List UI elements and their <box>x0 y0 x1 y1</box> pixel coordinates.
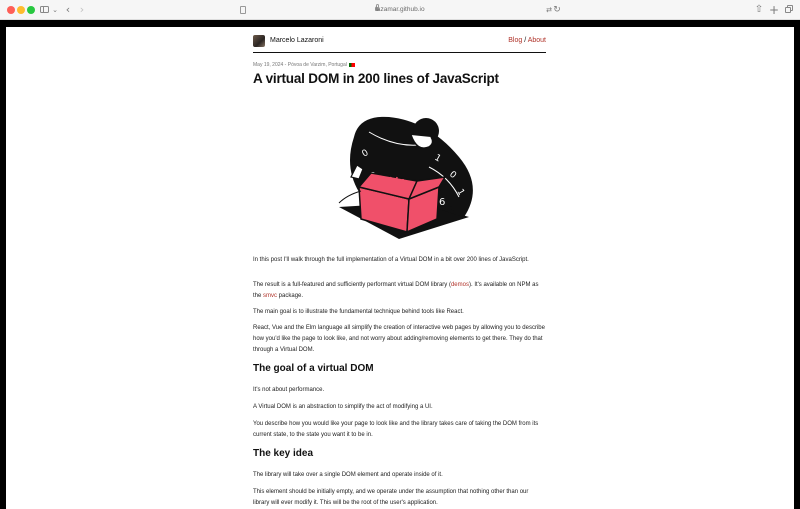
svg-text:0: 0 <box>447 169 458 181</box>
chevron-down-icon[interactable]: ⌄ <box>52 6 58 14</box>
svg-text:0: 0 <box>360 148 371 160</box>
goal-paragraph-1: It's not about performance. <box>253 387 325 393</box>
key-paragraph-2: This element should be initially empty, and we operate under the assumption that nothing other than our library will ever modify it. This will be the root of the user's application. <box>253 489 529 506</box>
plus-icon[interactable]: + <box>769 3 780 17</box>
translate-icon[interactable]: ⇄ <box>546 6 552 14</box>
intro-paragraph-3: The main goal is to illustrate the fundamental technique behind tools like React. <box>253 309 464 315</box>
window-frame-edge <box>794 27 800 509</box>
intro-paragraph-1: In this post I'll walk through the full implementation of a Virtual DOM in a bit over 200 lines of JavaScript. <box>253 257 529 263</box>
post-date-location: May 19, 2024 - Póvoa de Varzim, Portugal <box>253 62 347 68</box>
intro-2-text-a: The result is a full-featured and sufficiently performant virtual DOM library ( <box>253 282 451 288</box>
sidebar-icon[interactable] <box>40 3 50 17</box>
avatar[interactable] <box>253 35 265 47</box>
zoom-window-button[interactable] <box>27 6 35 14</box>
heading-key-idea: The key idea <box>253 448 314 459</box>
page-icon[interactable] <box>239 3 247 17</box>
minimize-window-button[interactable] <box>17 6 25 14</box>
nav-blog-link[interactable]: Blog <box>508 37 523 44</box>
post-illustration <box>299 107 489 242</box>
site-nav <box>508 37 546 44</box>
reload-icon[interactable]: ↻ <box>553 5 561 15</box>
chevron-right-icon[interactable]: › <box>79 3 85 16</box>
post-title: A virtual DOM in 200 lines of JavaScript <box>253 71 499 86</box>
svg-text:1: 1 <box>454 187 466 198</box>
close-window-button[interactable] <box>7 6 15 14</box>
post-meta <box>253 62 546 68</box>
intro-paragraph-4: React, Vue and the Elm language all simplify the creation of interactive web pages by allowing you to describe how you'd like the page to look like, and not worry about adding/removing elements to get there. They do that through a Virtual DOM. <box>253 325 545 353</box>
chevron-left-icon[interactable]: ‹ <box>65 3 71 16</box>
intro-2-text-b: ). It's available on NPM as the <box>253 282 539 299</box>
goal-paragraph-2: A Virtual DOM is an abstraction to simplify the act of modifying a UI. <box>253 404 433 410</box>
page-content[interactable] <box>6 27 794 509</box>
heading-goal: The goal of a virtual DOM <box>253 363 374 374</box>
svg-text:1: 1 <box>432 152 443 165</box>
browser-toolbar <box>0 0 800 20</box>
demos-link[interactable]: demos <box>450 282 469 288</box>
goal-paragraph-3: You describe how you would like your page to look like and the library takes care of taking the DOM from its current state, to the state you want it to be in. <box>253 421 539 438</box>
nav-about-link[interactable]: About <box>527 37 546 44</box>
tabs-overview-icon[interactable] <box>784 3 794 17</box>
site-header <box>253 27 546 53</box>
smvc-link[interactable]: smvc <box>263 293 278 299</box>
portugal-flag-icon <box>349 63 355 67</box>
nav-separator: / <box>524 37 527 44</box>
site-name-link[interactable]: Marcelo Lazaroni <box>270 37 324 44</box>
key-paragraph-1: The library will take over a single DOM element and operate inside of it. <box>253 472 443 478</box>
share-icon[interactable]: ⇧ <box>754 4 764 15</box>
svg-text:6: 6 <box>439 197 446 208</box>
address-bar[interactable]: lazamar.github.io <box>375 6 425 13</box>
intro-2-text-c: package. <box>277 293 304 299</box>
intro-paragraph-2 <box>253 280 546 302</box>
